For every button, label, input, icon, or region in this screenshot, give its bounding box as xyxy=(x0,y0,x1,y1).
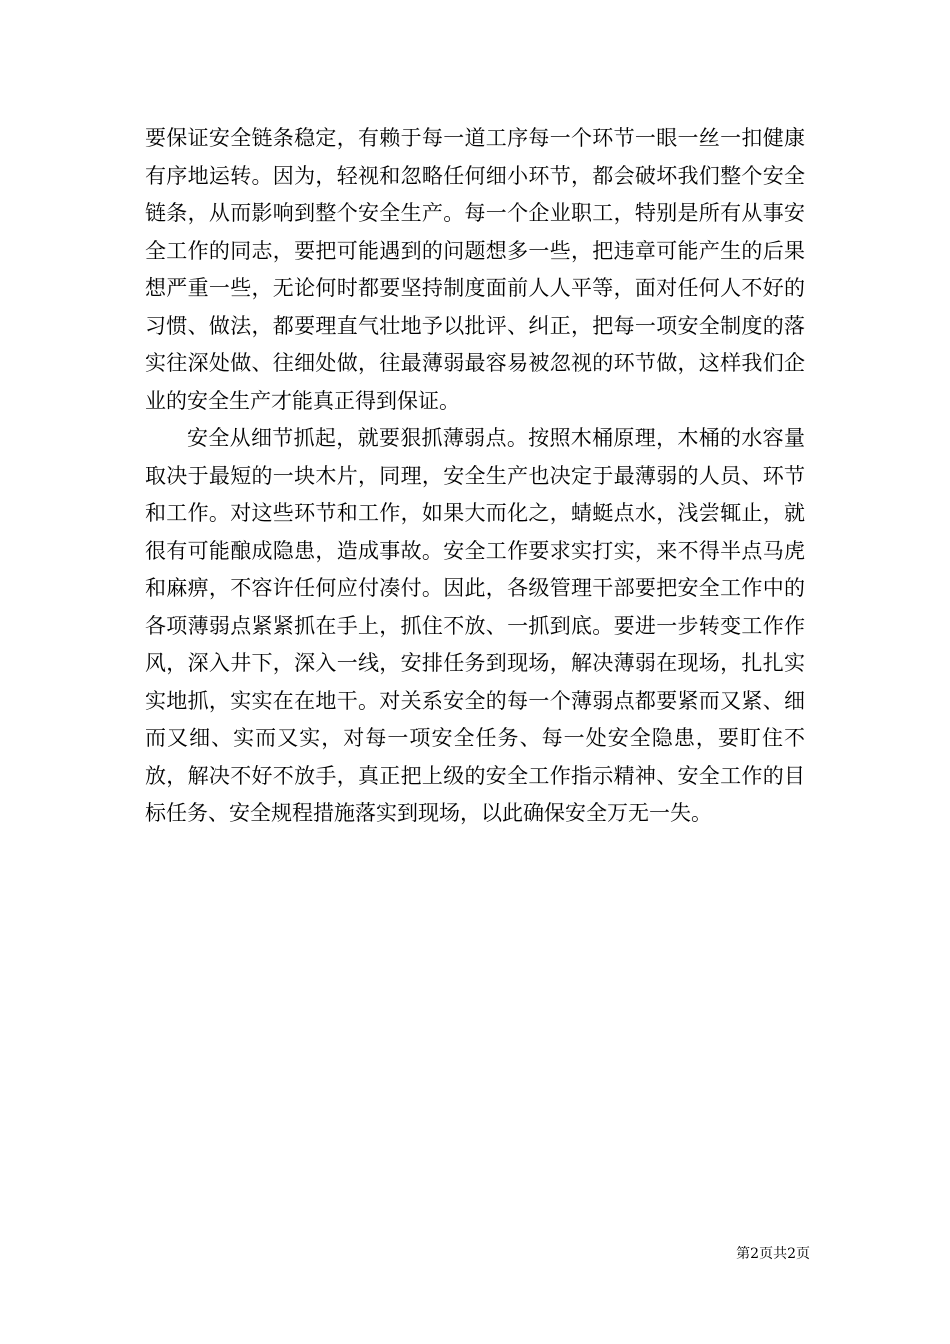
page-number: 第2页共2页 xyxy=(736,1246,810,1262)
document-body xyxy=(145,120,805,833)
paragraph-1: 要保证安全链条稳定，有赖于每一道工序每一个环节一眼一丝一扣健康有序地运转。因为，轻视和忽略任何细小环节，都会破坏我们整个安全链条，从而影响到整个安全生产。每一个企业职工，特别是所有从事安全工作的同志，要把可能遇到的问题想多一些，把违章可能产生的后果想严重一些，无论何时都要坚持制度面前人人平等，面对任何人不好的习惯、做法，都要理直气壮地予以批评、纠正，把每一项安全制度的落实往深处做、往细处做，往最薄弱最容易被忽视的环节做，这样我们企业的安全生产才能真正得到保证。 xyxy=(145,126,805,413)
paragraph-2: 安全从细节抓起，就要狠抓薄弱点。按照木桶原理，木桶的水容量取决于最短的一块木片，同理，安全生产也决定于最薄弱的人员、环节和工作。对这些环节和工作，如果大而化之，蜻蜓点水，浅尝辄止，就很有可能酿成隐患，造成事故。安全工作要求实打实，来不得半点马虎和麻痹，不容许任何应付凑付。因此，各级管理干部要把安全工作中的各项薄弱点紧紧抓在手上，抓住不放、一抓到底。要进一步转变工作作风，深入井下，深入一线，安排任务到现场，解决薄弱在现场，扎扎实实地抓，实实在在地干。对关系安全的每一个薄弱点都要紧而又紧、细而又细、实而又实，对每一项安全任务、每一处安全隐患，要盯住不放，解决不好不放手，真正把上级的安全工作指示精神、安全工作的目标任务、安全规程措施落实到现场，以此确保安全万无一失。 xyxy=(145,426,805,825)
